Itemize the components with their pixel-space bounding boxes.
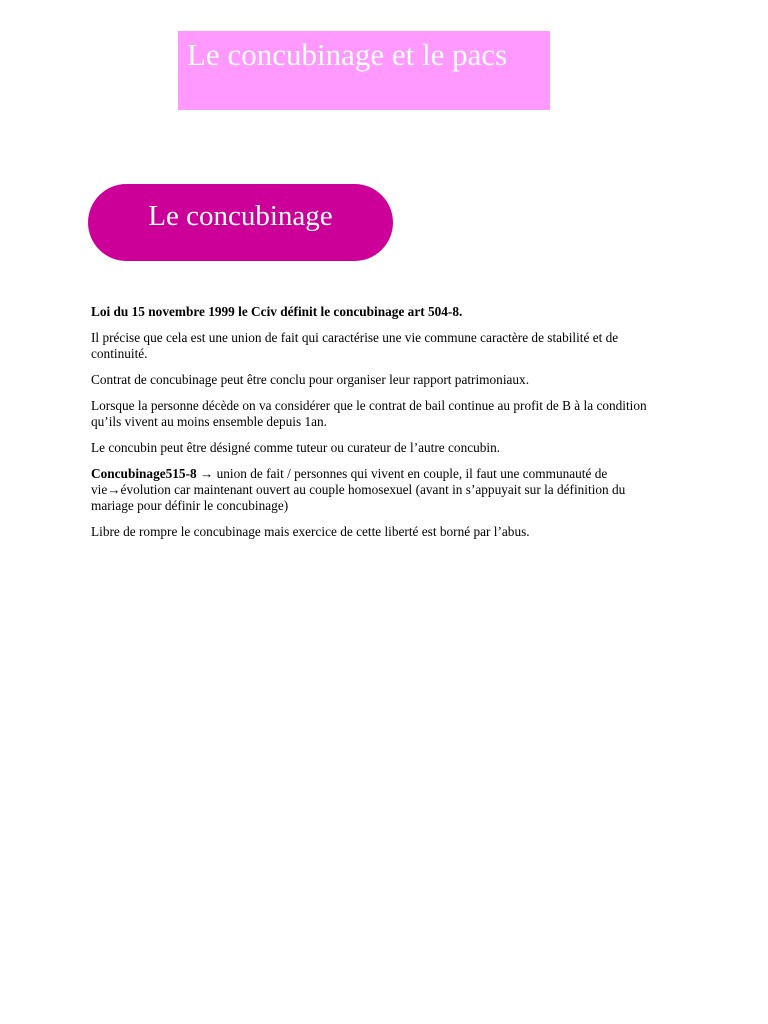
paragraph-definition: Il précise que cela est une union de fait qui caractérise une vie commune caractère de stabilité et de continuité. (91, 330, 619, 361)
section-heading: Le concubinage (148, 200, 333, 232)
page-title: Le concubinage et le pacs (187, 37, 508, 72)
paragraph-article-515-8 (91, 466, 671, 514)
paragraph-law-reference: Loi du 15 novembre 1999 le Cciv définit le concubinage art 504-8. (91, 304, 463, 319)
document-body (91, 304, 671, 550)
paragraph-lease: Lorsque la personne décède on va considérer que le contrat de bail continue au profit de B à la condition qu’ils vivent au moins ensemble depuis 1an. (91, 398, 647, 429)
article-reference: Concubinage515-8 (91, 466, 197, 481)
paragraph-rupture: Libre de rompre le concubinage mais exercice de cette liberté est borné par l’abus. (91, 524, 530, 539)
paragraph-contract: Contrat de concubinage peut être conclu pour organiser leur rapport patrimoniaux. (91, 372, 530, 387)
article-description: → union de fait / personnes qui vivent en couple, il faut une communauté de vie→évolution car maintenant ouvert au couple homosexuel (avant in s’appuyait sur la définition du mariage pour définir le concubinage) (91, 466, 626, 513)
section-heading-pill (88, 184, 393, 261)
paragraph-guardian: Le concubin peut être désigné comme tuteur ou curateur de l’autre concubin. (91, 440, 501, 455)
title-box (178, 31, 550, 110)
